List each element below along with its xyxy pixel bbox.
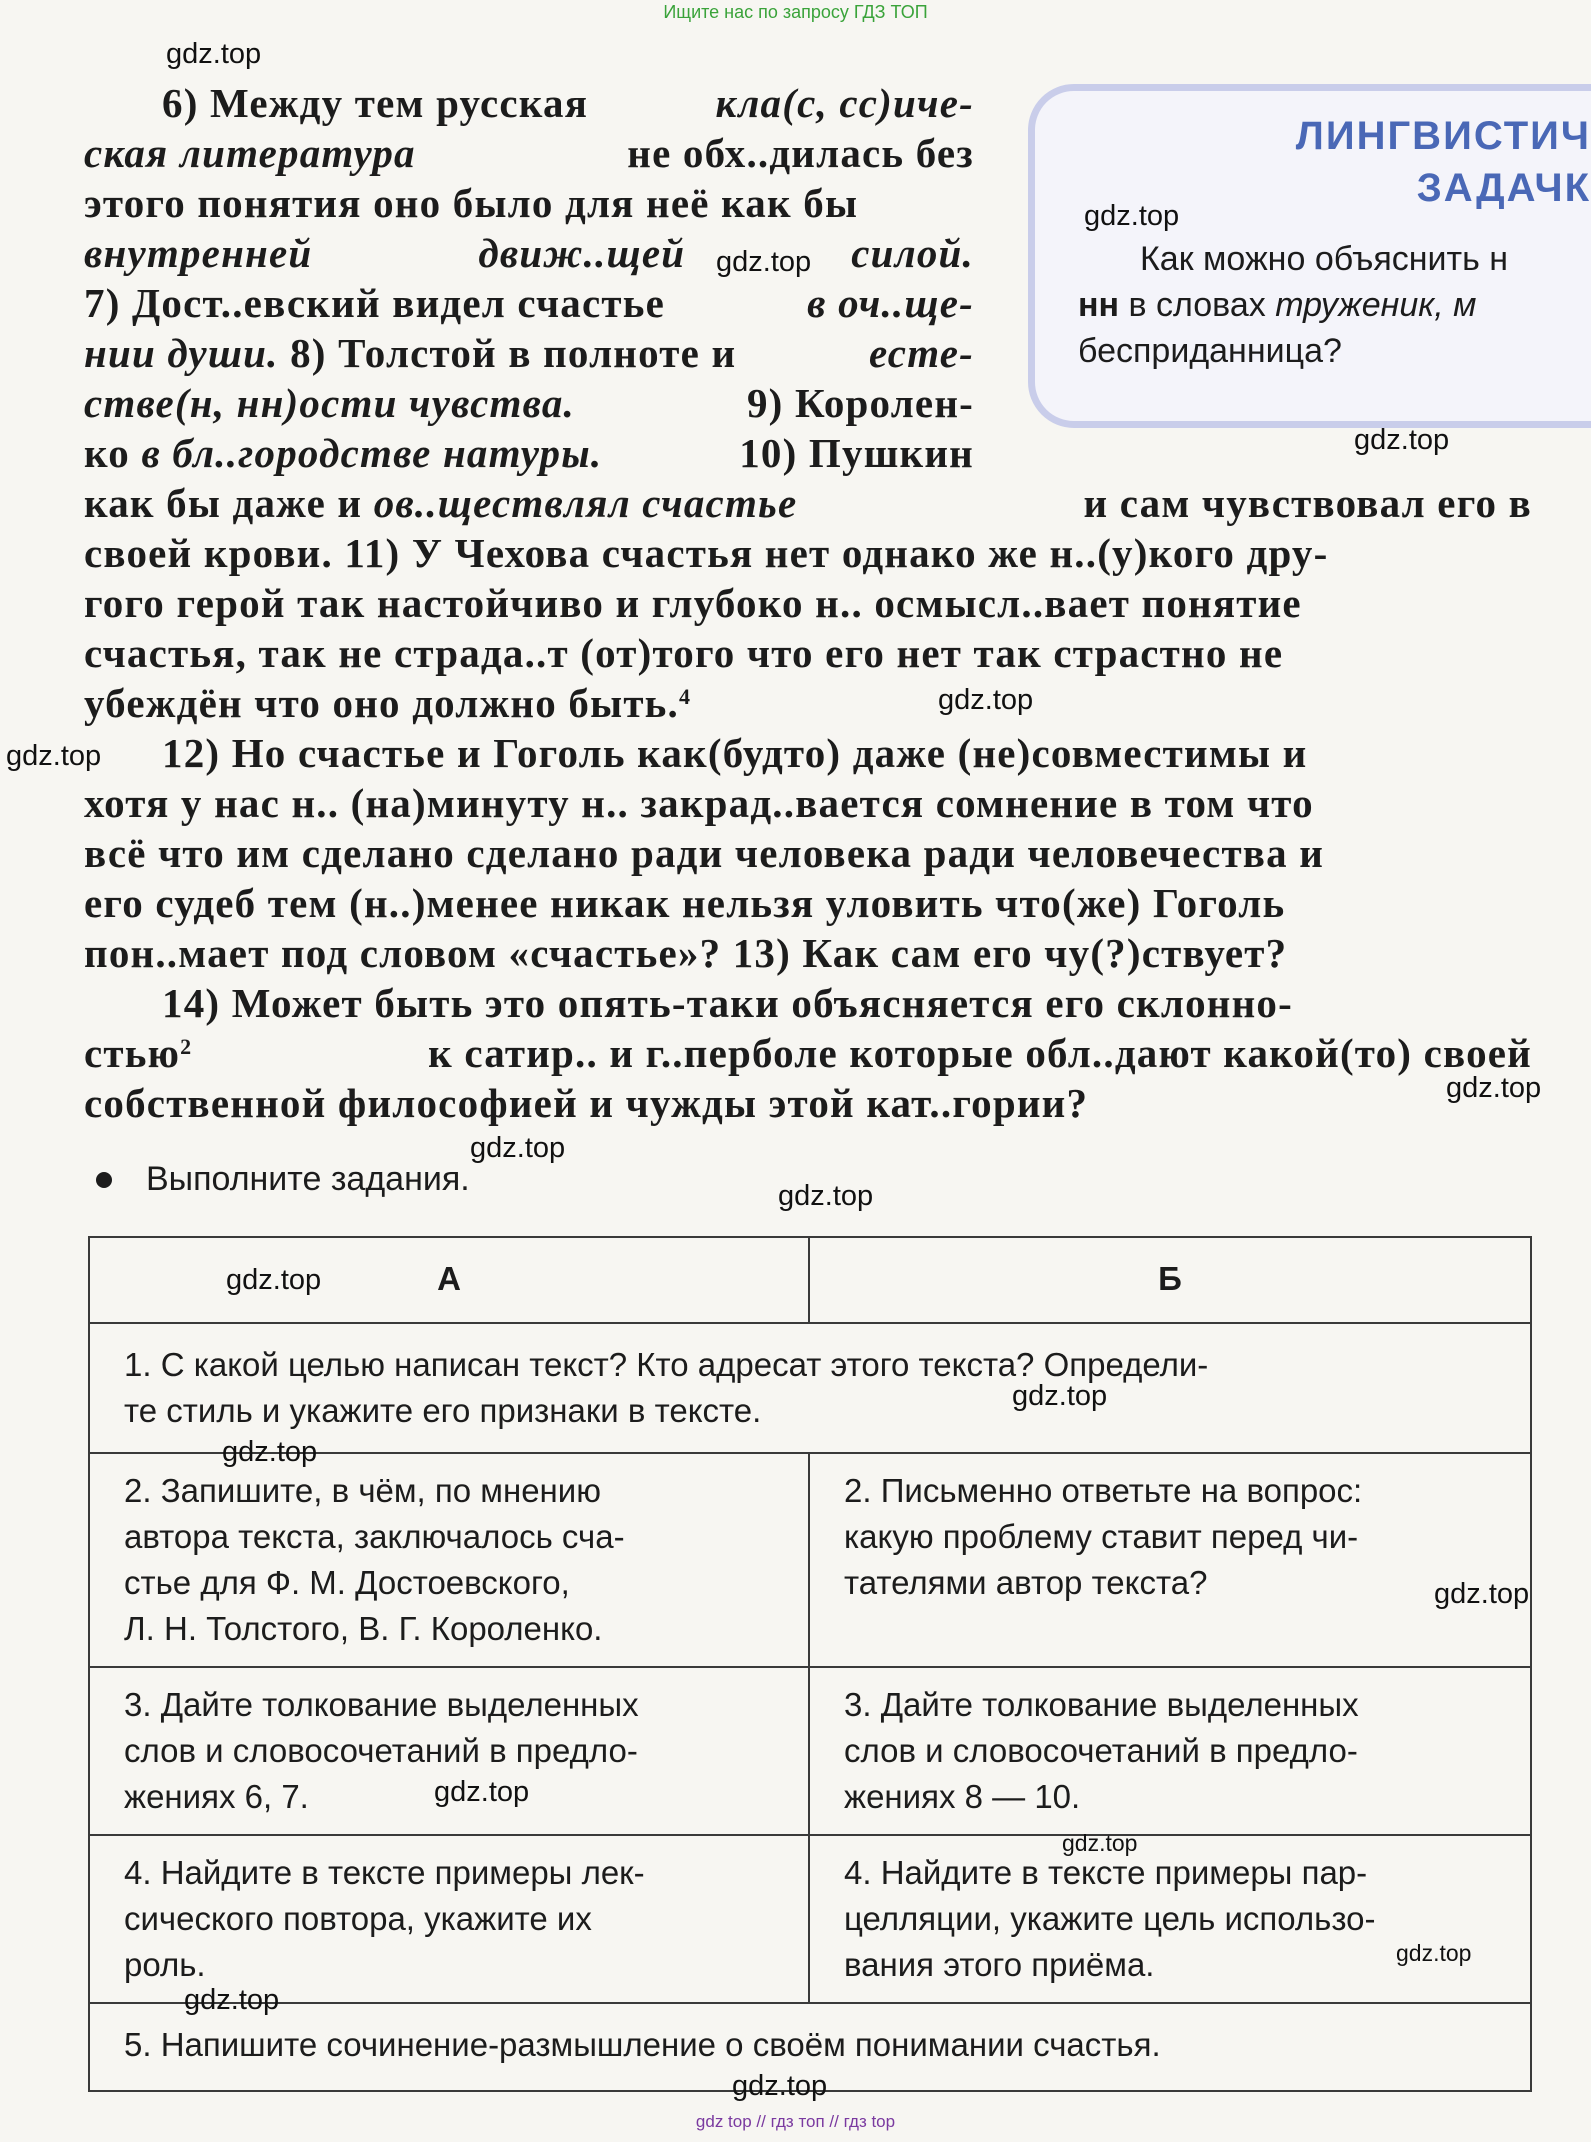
text-span: 8) Толстой в полноте и [278,330,737,376]
task-a3-cell [89,1667,809,1835]
watermark: gdz.top [470,1132,566,1164]
task-line: 3. Дайте толкование выделенных [124,1686,639,1723]
ling-q-rest: в словах [1119,286,1276,324]
task-line: 4. Найдите в тексте примеры пар- [844,1854,1368,1891]
task-line: вания этого приёма. [844,1946,1155,1983]
text-line [84,128,974,178]
watermark: gdz.top [1354,424,1450,456]
watermark: gdz.top [184,1984,280,2016]
watermark: gdz.top [1396,1940,1472,1966]
task-1-cell [89,1323,1531,1453]
watermark: gdz.top [434,1776,530,1808]
task-b4-cell [809,1835,1531,2003]
exercise-text [84,78,1532,1128]
watermark: gdz.top [778,1180,874,1212]
table-row [89,1835,1531,2003]
instruction-row [96,1160,470,1199]
column-b-header: Б [809,1237,1531,1323]
task-line: автора текста, заключалось сча- [124,1518,625,1555]
text-line [84,328,974,378]
task-line: жениях 8 — 10. [844,1778,1081,1815]
task-line: тателями автор текста? [844,1564,1208,1601]
text-span: 7) Дост..евский видел счастье [84,280,665,326]
ling-q-italic: труженик, м [1275,286,1477,324]
watermark: gdz.top [222,1436,318,1468]
task-a2-cell [89,1453,809,1667]
text-italic: ская литература [84,130,416,176]
text-line [84,378,974,428]
text-italic: движ..щей [478,230,686,276]
watermark: gdz.top [1062,1830,1138,1856]
text-span: не обх..дилась без [627,130,974,176]
ling-title-line2: ЗАДАЧК [1416,166,1591,210]
text-line: 12) Но счастье и Гоголь как(будто) даже (не)совместимы и [162,730,1308,776]
task-line: слов и словосочетаний в предло- [844,1732,1358,1769]
text-italic: кла(с, сс)иче- [715,80,974,126]
text-span: к сатир.. и г..перболе которые обл..дают какой(то) своей [428,1030,1532,1076]
text-line: 14) Может быть это опять-таки объясняется его склонно- [162,980,1293,1026]
instruction-text: Выполните задания. [146,1160,470,1198]
task-line: 2. Письменно ответьте на вопрос: [844,1472,1363,1509]
text-italic: стве(н, нн)ости чувства. [84,380,576,426]
ling-q-line1: Как можно объяснить н [1140,240,1509,278]
column-a-header: А [89,1237,809,1323]
task-a4-cell [89,1835,809,2003]
watermark: gdz.top [6,740,102,772]
tasks-table [88,1236,1532,2092]
ling-title-line1: ЛИНГВИСТИЧ [1295,114,1591,158]
text-line: собственной философией и чужды этой кат..гории? [84,1080,1089,1126]
task-line: 3. Дайте толкование выделенных [844,1686,1359,1723]
watermark: gdz.top [1012,1380,1108,1412]
text-italic: внутренней [84,230,313,276]
text-line: всё что им сделано сделано ради человека ради человечества и [84,830,1325,876]
text-line: его судеб тем (н..)менее никак нельзя уловить что(же) Гоголь [84,880,1286,926]
task-line: целляции, укажите цель использо- [844,1900,1376,1937]
task-line: 1. С какой целью написан текст? Кто адресат этого текста? Определи- [124,1346,1209,1383]
text-span: 10) Пушкин [739,430,974,476]
text-line [84,228,974,278]
bottom-banner: gdz top // гдз топ // гдз top [695,2112,896,2131]
task-b3-cell [809,1667,1531,1835]
watermark: gdz.top [716,246,812,278]
text-line: счастья, так не страда..т (от)того что его нет так страстно не [84,630,1284,676]
text-italic: силой. [851,230,974,276]
text-span: убеждён что оно должно быть. [84,680,679,726]
ling-q-bold: нн [1078,286,1120,324]
text-line [84,678,1532,728]
footnote-mark: 2 [180,1034,193,1059]
text-italic: в оч..ще- [807,280,974,326]
watermark: gdz.top [226,1264,322,1296]
watermark: gdz.top [732,2070,828,2102]
watermark: gdz.top [938,684,1034,716]
text-span: 6) Между тем русская [162,80,589,126]
text-line: пон..мает под словом «счастье»? 13) Как сам его чу(?)ствует? [84,930,1288,976]
bullet-icon [96,1172,112,1188]
task-line: слов и словосочетаний в предло- [124,1732,638,1769]
task-line: жениях 6, 7. [124,1778,309,1815]
top-banner: Ищите нас по запросу ГДЗ ТОП [663,2,928,22]
text-span: 9) Королен- [746,380,974,426]
text-line: гого герой так настойчиво и глубоко н.. осмысл..вает понятие [84,580,1302,626]
text-line [84,478,1532,528]
text-line: этого понятия оно было для неё как бы [84,180,859,226]
watermark: gdz.top [166,38,262,70]
task-line: 2. Запишите, в чём, по мнению [124,1472,601,1509]
text-line: хотя у нас н.. (на)минуту н.. закрад..вается сомнение в том что [84,780,1314,826]
task-line: сического повтора, укажите их [124,1900,592,1937]
text-italic: в бл..городстве натуры. [141,430,603,476]
text-italic: есте- [868,330,974,376]
task-line: Л. Н. Толстого, В. Г. Короленко. [124,1610,603,1647]
table-row [89,1667,1531,1835]
table-row [89,1323,1531,1453]
text-line [84,1028,1532,1078]
task-line: какую проблему ставит перед чи- [844,1518,1359,1555]
task-line: роль. [124,1946,206,1983]
task-line: 5. Напишите сочинение-размышление о своём понимании счастья. [124,2026,1161,2063]
watermark: gdz.top [1084,200,1180,232]
watermark: gdz.top [1446,1072,1542,1104]
text-line [84,428,974,478]
text-italic: ов..ществлял счастье [373,480,798,526]
table-row [89,1453,1531,1667]
ling-q-line3: бесприданница? [1078,332,1342,370]
text-span: как бы даже и [84,480,374,526]
text-line [84,78,974,128]
task-line: стье для Ф. М. Достоевского, [124,1564,570,1601]
text-span: стью [84,1030,181,1076]
footnote-mark: 4 [679,684,692,709]
text-line [84,278,974,328]
task-line: те стиль и укажите его признаки в тексте. [124,1392,762,1429]
watermark: gdz.top [1434,1578,1530,1610]
text-line: своей крови. 11) У Чехова счастья нет однако же н..(у)кого дру- [84,530,1329,576]
task-b2-cell [809,1453,1531,1667]
text-italic: нии души. [84,330,279,376]
task-line: 4. Найдите в тексте примеры лек- [124,1854,645,1891]
text-span: и сам чувствовал его в [1083,480,1532,526]
text-span: ко [84,430,142,476]
